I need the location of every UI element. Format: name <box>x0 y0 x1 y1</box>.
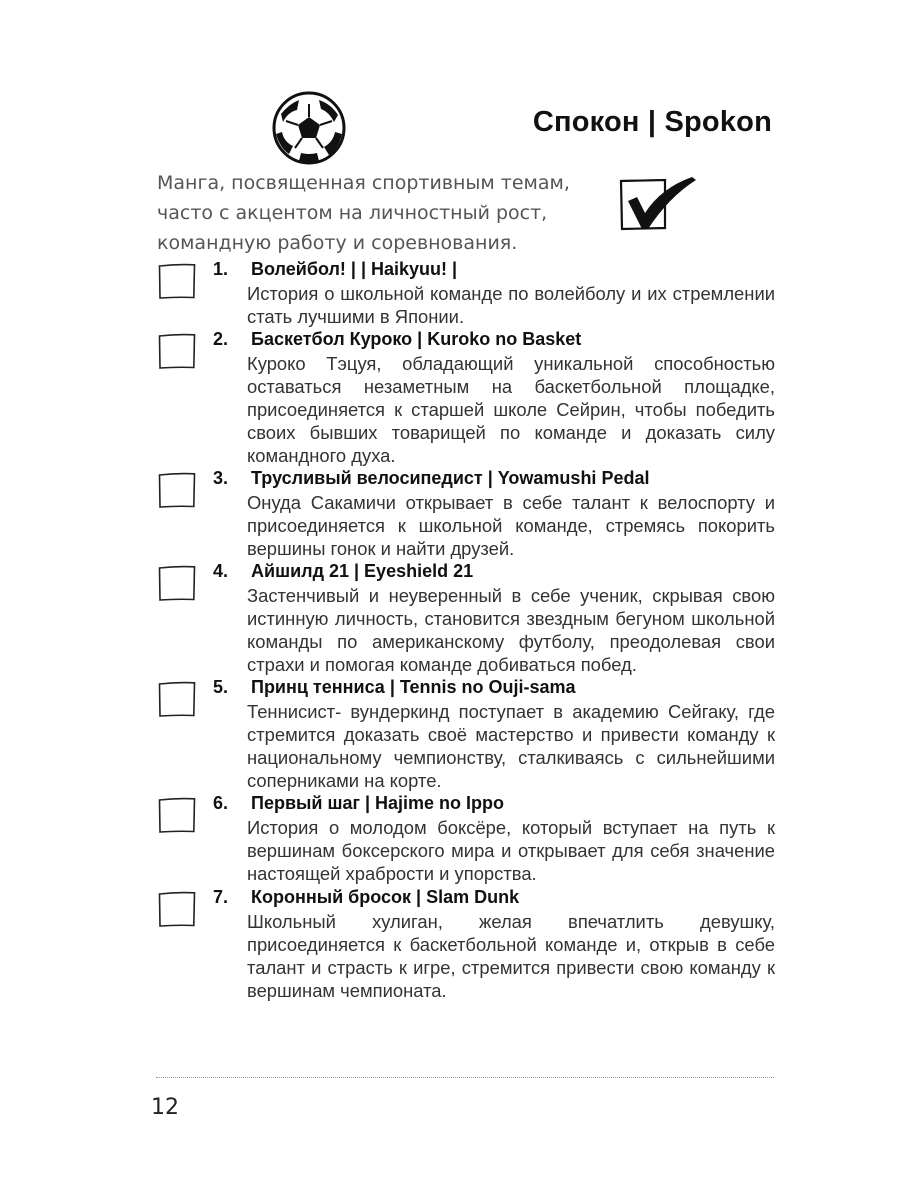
checkbox-icon[interactable] <box>158 681 196 717</box>
item-description: История о школьной команде по волейболу и их стремлении стать лучшими в Японии. <box>247 283 775 328</box>
item-number: 6. <box>213 793 229 813</box>
item-title: Волейбол! | | Haikyuu! | <box>251 259 458 279</box>
item-title: Принц тенниса | Tennis no Ouji-sama <box>251 677 576 697</box>
item-title: Айшилд 21 | Eyeshield 21 <box>251 561 474 581</box>
item-description: Школьный хулиган, желая впечатлить девушку, присоединяется к баскетбольной команде и, открыв в себе талант и страсть к игре, стремится привести свою команду к вершинам чемпионата. <box>247 911 775 1002</box>
item-description: Онуда Сакамичи открывает в себе талант к велоспорту и присоединяется к школьной команде, стремясь покорить вершины гонок и найти друзей. <box>247 492 775 560</box>
item-description: История о молодом боксёре, который вступает на путь к вершинам боксерского мира и открывает для себя значение настоящей храбрости и упорства. <box>247 817 775 885</box>
item-number: 3. <box>213 468 229 488</box>
page-number: 12 <box>151 1095 179 1120</box>
item-number: 7. <box>213 887 229 907</box>
checkbox-icon[interactable] <box>158 472 196 508</box>
page-title: Спокон | Spokon <box>532 106 772 138</box>
item-number: 4. <box>213 561 229 581</box>
checkmark-box-icon <box>618 175 700 233</box>
intro-text: Манга, посвященная спортивным темам, часто с акцентом на личностный рост, командную работу и соревнования. <box>157 172 570 254</box>
item-number: 1. <box>213 259 229 279</box>
checkbox-icon[interactable] <box>158 891 196 927</box>
item-title: Трусливый велосипедист | Yowamushi Pedal <box>251 468 650 488</box>
checkbox-icon[interactable] <box>158 333 196 369</box>
soccer-ball-icon <box>271 90 347 166</box>
item-description: Теннисист- вундеркинд поступает в академию Сейгаку, где стремится доказать своё мастерство и привести команду к национальному чемпионству, сталкиваясь с сильнейшими соперниками на корте. <box>247 701 775 792</box>
footer-divider <box>156 1077 774 1078</box>
checkbox-icon[interactable] <box>158 565 196 601</box>
item-description: Куроко Тэцуя, обладающий уникальной способностью оставаться незаметным на баскетбольной площадке, присоединяется к старшей школе Сейрин, чтобы победить своих бывших товарищей по команде и доказать силу командного духа. <box>247 353 775 467</box>
item-title: Коронный бросок | Slam Dunk <box>251 887 520 907</box>
item-number: 5. <box>213 677 229 697</box>
item-description: Застенчивый и неуверенный в себе ученик, скрывая свою истинную личность, становится звездным бегуном школьной команды по американскому футболу, преодолевая свои страхи и помогая команде добиваться побед. <box>247 585 775 676</box>
checkbox-icon[interactable] <box>158 263 196 299</box>
item-title: Первый шаг | Hajime no Ippo <box>251 793 505 813</box>
item-number: 2. <box>213 329 229 349</box>
checkbox-icon[interactable] <box>158 797 196 833</box>
item-title: Баскетбол Куроко | Kuroko no Basket <box>251 329 582 349</box>
